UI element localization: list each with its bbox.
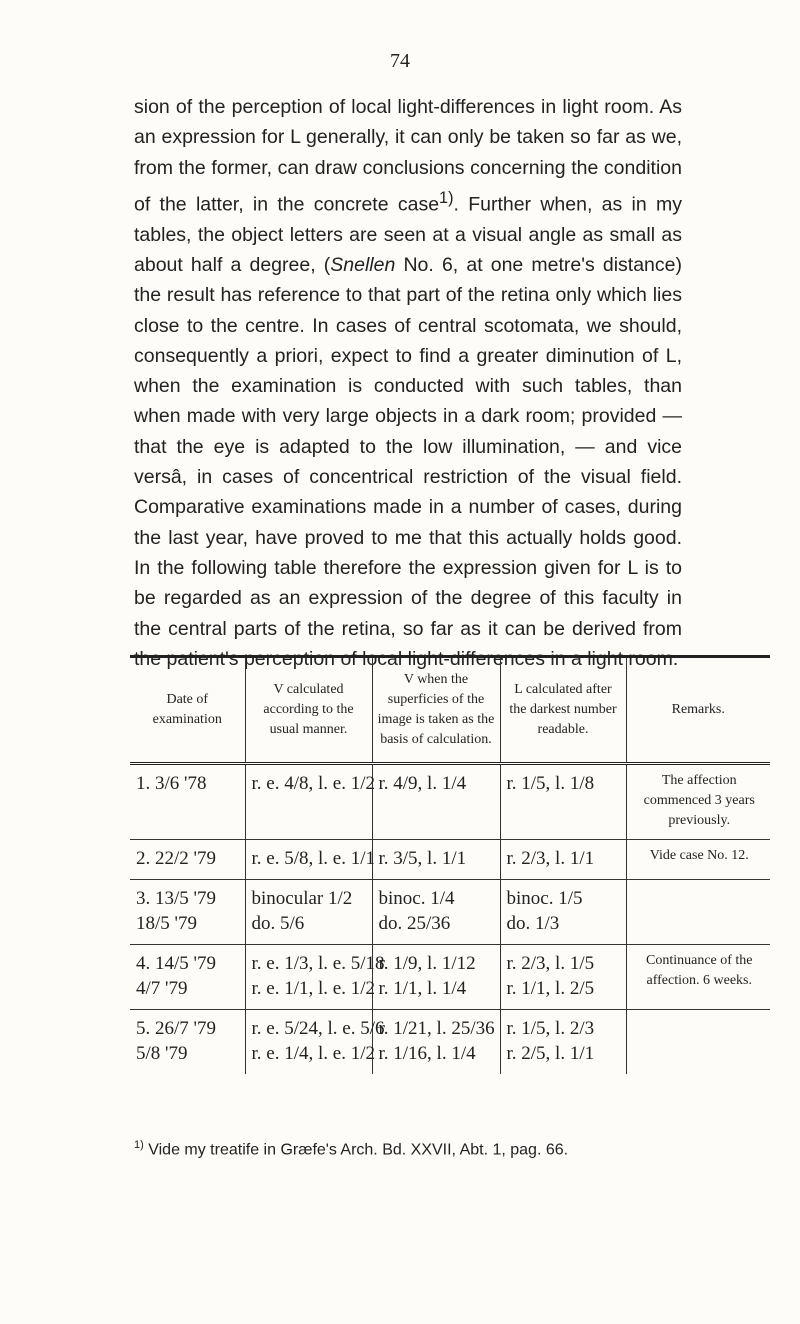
cell-v-usual [245, 945, 385, 1010]
paragraph-part3: No. 6, at one metre's distance) the result has reference to that part of the retina only which lies close to the centre. In cases of central scotomata, we should, consequently a priori, expect to find a greater diminution of L, when the examination is conducted with such tables, than when made with very large objects in a dark room; provided — that the eye is adapted to the low illumination, — and vice versâ, in cases of concentrical restriction of the visual field. Comparative examinations made in a number of cases, during the last year, have proved to me that this actually holds good. In the following table therefore the expression given for L is to be regarded as an expression of the degree of this faculty in the central parts of the retina, so far as it can be derived from the patient's perception of local light-differences in a light room. [134, 253, 682, 670]
cell-line: r. 1/5, l. 2/3 [506, 1018, 595, 1039]
cell-line: r. 1/1, l. 2/5 [506, 978, 595, 999]
header-l-calculated: L calculated after the darkest number readable. [500, 657, 626, 764]
footnote-reference[interactable]: 1) [439, 188, 454, 207]
cell-v-superficies [372, 880, 500, 945]
header-date: Date of examination [130, 657, 245, 764]
cell-line: binoc. 1/5 [506, 888, 583, 909]
results-table [130, 655, 770, 1074]
cell-l-calculated [500, 945, 626, 1010]
cell-l-calculated [500, 764, 626, 840]
cell-line: r. 2/3, l. 1/5 [506, 953, 595, 974]
cell-date [130, 880, 245, 945]
body-paragraph [134, 92, 682, 674]
cell-remarks: Continuance of the affection. 6 weeks. [626, 945, 770, 1010]
cell-line: r. 1/21, l. 25/36 [378, 1018, 495, 1039]
cell-line: 4/7 '79 [136, 978, 188, 999]
cell-date [130, 1010, 245, 1075]
cell-line: r. e. 5/8, l. e. 1/1 [251, 848, 375, 869]
cell-line: r. e. 1/1, l. e. 1/2 [251, 978, 375, 999]
footnote-text: Vide my treatife in Græfe's Arch. Bd. XXVII, Abt. 1, pag. 66. [143, 1141, 569, 1159]
cell-line: r. 2/3, l. 1/1 [506, 848, 595, 869]
cell-v-usual [245, 764, 375, 840]
cell-line: 1. 3/6 '78 [136, 773, 207, 794]
table-row [130, 945, 770, 1010]
cell-v-superficies [372, 764, 500, 840]
cell-line: r. 1/1, l. 1/4 [378, 978, 467, 999]
snellen-name: Snellen [330, 253, 396, 276]
footnote [134, 1139, 734, 1159]
cell-line: do. 1/3 [506, 913, 560, 934]
cell-l-calculated [500, 880, 626, 945]
table-row [130, 1010, 770, 1075]
cell-line: r. e. 5/24, l. e. 5/6 [251, 1018, 385, 1039]
cell-remarks: The affection commenced 3 years previously. [626, 764, 770, 840]
table-row [130, 764, 770, 840]
cell-v-usual [245, 1010, 385, 1075]
cell-line: 18/5 '79 [136, 913, 197, 934]
cell-line: r. 4/9, l. 1/4 [378, 773, 467, 794]
paragraph-part2: . Further when, as in my tables, the object letters are seen at a visual angle as small as about half a degree, ( [134, 193, 682, 276]
cell-line: r. 2/5, l. 1/1 [506, 1043, 595, 1064]
table-header-row [130, 657, 770, 764]
cell-v-superficies [372, 945, 500, 1010]
cell-line: r. e. 1/4, l. e. 1/2 [251, 1043, 375, 1064]
table-row [130, 840, 770, 880]
results-table-wrapper [130, 655, 770, 1074]
cell-line: 4. 14/5 '79 [136, 953, 216, 974]
cell-line: binocular 1/2 [251, 888, 353, 909]
cell-v-superficies [372, 840, 500, 880]
page-number: 74 [390, 50, 410, 72]
cell-line: 2. 22/2 '79 [136, 848, 216, 869]
header-v-usual: V calculated according to the usual manner. [245, 657, 372, 764]
cell-v-superficies [372, 1010, 500, 1075]
header-v-superficies: V when the superficies of the image is taken as the basis of calculation. [372, 657, 500, 764]
cell-line: r. e. 1/3, l. e. 5/18 [251, 953, 385, 974]
cell-remarks [626, 1010, 770, 1075]
cell-line: do. 5/6 [251, 913, 305, 934]
cell-line: r. 1/5, l. 1/8 [506, 773, 595, 794]
cell-line: r. 3/5, l. 1/1 [378, 848, 467, 869]
cell-remarks [626, 880, 770, 945]
cell-line: do. 25/36 [378, 913, 451, 934]
table-row [130, 880, 770, 945]
table-body [130, 764, 770, 1075]
cell-line: 5. 26/7 '79 [136, 1018, 216, 1039]
cell-line: r. 1/16, l. 1/4 [378, 1043, 476, 1064]
cell-v-usual [245, 840, 375, 880]
cell-v-usual [245, 880, 372, 945]
footnote-marker: 1) [134, 1139, 144, 1151]
paragraph-part1: sion of the perception of local light-differences in light room. As an expression for L generally, it can only be taken so far as we, from the former, can draw conclusions concerning the condition of the latter, in the concrete case [134, 96, 682, 216]
cell-date [130, 945, 245, 1010]
cell-line: 5/8 '79 [136, 1043, 188, 1064]
cell-line: r. e. 4/8, l. e. 1/2 [251, 773, 375, 794]
cell-l-calculated [500, 1010, 626, 1075]
cell-remarks: Vide case No. 12. [626, 840, 770, 880]
cell-line: 3. 13/5 '79 [136, 888, 216, 909]
cell-l-calculated [500, 840, 626, 880]
cell-line: r. 1/9, l. 1/12 [378, 953, 476, 974]
cell-line: binoc. 1/4 [378, 888, 455, 909]
cell-date [130, 840, 245, 880]
cell-date [130, 764, 245, 840]
header-remarks: Remarks. [671, 702, 725, 717]
